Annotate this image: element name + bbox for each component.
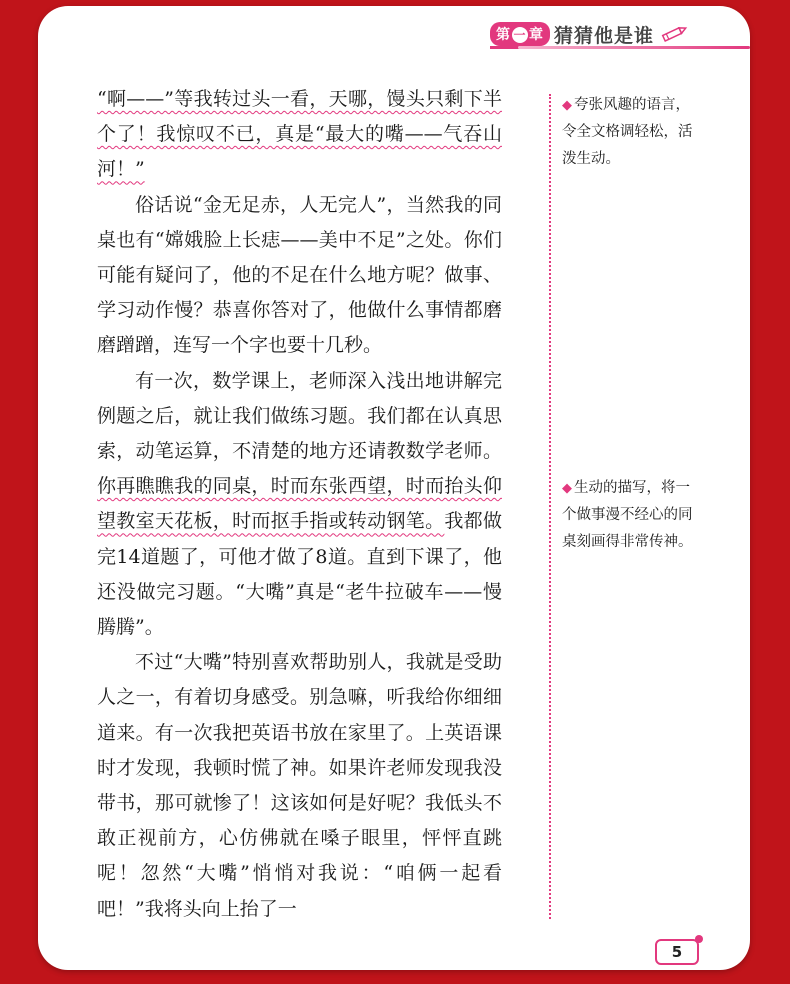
wavy-underlined-text: “啊——”等我转过头一看，天哪，馒头只剩下半个了！我惊叹不已，真是“最大的嘴——气吞山河！” (97, 88, 502, 181)
pencil-icon (658, 23, 688, 45)
page-number-dot (695, 935, 703, 943)
chapter-number: 一 (513, 28, 527, 42)
note-text: 生动的描写，将一个做事漫不经心的同桌刻画得非常传神。 (562, 480, 693, 550)
chapter-title: 猜猜他是谁 (553, 24, 654, 47)
paragraph: 不过“大嘴”特别喜欢帮助别人，我就是受助人之一，有着切身感受。别急嘛，听我给你细细道来。有一次我把英语书放在家里了。上英语课时才发现，我顿时慌了神。如果许老师发现我没带书，那可就惨了！这该如何是好呢？我低头不敢正视前方，心仿佛就在嗓子眼里，怦怦直跳呢！忽然“大嘴”悄悄对我说：“咱俩一起看吧！”我将头向上抬了一 (97, 651, 502, 920)
body-text (97, 82, 502, 927)
diamond-icon: ◆ (562, 481, 572, 496)
page-number-text: 5 (671, 943, 683, 961)
header-rule-accent (490, 46, 520, 49)
chapter-badge (490, 22, 550, 46)
chapter-suffix: 章 (528, 27, 544, 43)
paragraph: 俗话说“金无足赤，人无完人”，当然我的同桌也有“嫦娥脸上长痣——美中不足”之处。你们可能有疑问了，他的不足在什么地方呢？做事、学习动作慢？恭喜你答对了，他做什么事情都磨磨蹭蹭，连写一个字也要十几秒。 (97, 193, 502, 357)
paragraph-text: 有一次，数学课上，老师深入浅出地讲解完例题之后，就让我们做练习题。我们都在认真思索，动笔运算，不清楚的地方还请教数学老师。 (97, 369, 502, 463)
note-text: 夸张风趣的语言，令全文格调轻松，活泼生动。 (562, 97, 693, 167)
diamond-icon: ◆ (562, 98, 572, 113)
wavy-underlined-text: 你再瞧瞧我的同桌，时而东张西望，时而抬头仰望教室天花板，时而抠手指或转动钢笔。 (97, 475, 502, 533)
margin-note (562, 92, 704, 173)
chapter-header (490, 20, 688, 48)
chapter-prefix: 第 (495, 27, 511, 43)
margin-note (562, 475, 704, 556)
paragraph (97, 82, 502, 188)
paragraph-text: 我都做完14道题了，可他才做了8道。直到下课了，他还没做完习题。“大嘴”真是“老牛拉破车——慢腾腾”。 (97, 510, 502, 639)
header-rule (518, 46, 750, 49)
paragraph (97, 364, 502, 646)
margin-divider (549, 94, 551, 919)
page-number (655, 939, 699, 965)
